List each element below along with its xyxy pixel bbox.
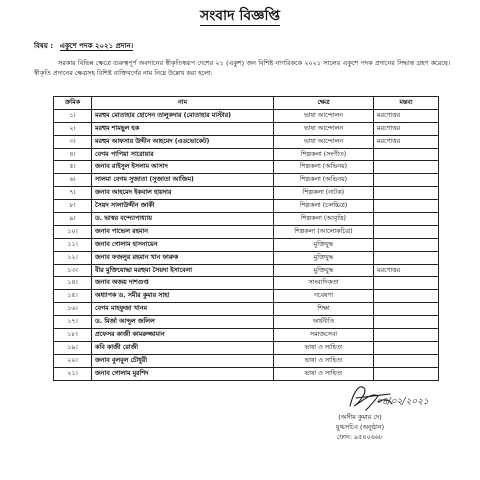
table-row [54, 109, 439, 122]
name-cell: জনাব পাভেল রহমান [92, 225, 274, 238]
serial-cell: ১৯। [54, 341, 92, 354]
remark-cell [374, 161, 439, 174]
remark-cell [374, 200, 439, 213]
table-row [54, 367, 439, 380]
header-serial: ক্রমিক [54, 97, 92, 110]
field-cell: শিল্পকলা (চলচ্চিত্র) [274, 200, 374, 213]
table-body [54, 109, 439, 380]
table-row [54, 174, 439, 187]
remark-cell [374, 174, 439, 187]
field-cell: শিক্ষা [274, 303, 374, 316]
serial-cell: ১৫। [54, 290, 92, 303]
remark-cell [374, 238, 439, 251]
name-cell: কবি কাজী রোজী [92, 341, 274, 354]
field-cell: শিল্পকলা (আলোকচিত্র) [274, 225, 374, 238]
signatory-designation: যুগ্মসচিব (অনুষ্ঠান) [335, 423, 385, 431]
header-remark: মন্তব্য [374, 97, 439, 110]
name-cell: মরহুম মোতাহার হোসেন তালুকদার (মোতাহার মাস্টার) [92, 109, 274, 122]
table-row [54, 225, 439, 238]
table-row [54, 316, 439, 329]
name-cell: জনাব ফজলুর রহমান খান ফারুক [92, 251, 274, 264]
document-title [0, 4, 480, 28]
remark-cell [374, 329, 439, 342]
field-cell: মুক্তিযুদ্ধ [274, 251, 374, 264]
table-row [54, 290, 439, 303]
serial-cell: ৩। [54, 135, 92, 148]
remark-cell [374, 148, 439, 161]
serial-cell: ১২। [54, 251, 92, 264]
serial-cell: ১৮। [54, 329, 92, 342]
table-row [54, 277, 439, 290]
remark-cell [374, 354, 439, 367]
remark-cell [374, 290, 439, 303]
serial-cell: ৬। [54, 174, 92, 187]
header-field: ক্ষেত্র [274, 97, 374, 110]
field-cell: ভাষা ও সাহিত্য [274, 367, 374, 380]
remark-cell: মরণোত্তর [374, 122, 439, 135]
remark-cell [374, 303, 439, 316]
field-cell: ভাষা ও সাহিত্য [274, 354, 374, 367]
field-cell: শিল্পকলা (সংগীত) [274, 148, 374, 161]
serial-cell: ২১। [54, 367, 92, 380]
table-row [54, 122, 439, 135]
serial-cell: ৯। [54, 213, 92, 226]
serial-cell: ১৪। [54, 277, 92, 290]
table-row [54, 303, 439, 316]
signatory-name: (অসীম কুমার দে) [338, 413, 382, 421]
table-row [54, 187, 439, 200]
remark-cell [374, 277, 439, 290]
name-cell: ড. মির্জা আব্দুল জলিল [92, 316, 274, 329]
serial-cell: ৮। [54, 200, 92, 213]
name-cell: বীর মুক্তিযোদ্ধা মরহুমা সৈয়দা ইসাবেলা [92, 264, 274, 277]
field-cell: ভাষা আন্দোলন [274, 135, 374, 148]
serial-cell: ৭। [54, 187, 92, 200]
table-row [54, 200, 439, 213]
field-cell: মুক্তিযুদ্ধ [274, 264, 374, 277]
name-cell: মরহুম আফসার উদ্দীন আহমেদ (এডভোকেট) [92, 135, 274, 148]
subject-value: একুশে পদক ২০২১ প্রদান। [59, 42, 134, 50]
remark-cell [374, 341, 439, 354]
serial-cell: ১৭। [54, 316, 92, 329]
name-cell: ড. ভাস্বর বন্দ্যোপাধ্যায় [92, 213, 274, 226]
header-name: নাম [92, 97, 274, 110]
table-row [54, 135, 439, 148]
serial-cell: ১। [54, 109, 92, 122]
subject-line [34, 40, 133, 52]
serial-cell: ১৬। [54, 303, 92, 316]
remark-cell: মরণোত্তর [374, 135, 439, 148]
field-cell: শিল্পকলা (অভিনয়) [274, 161, 374, 174]
field-cell: ভাষা আন্দোলন [274, 122, 374, 135]
table-row [54, 213, 439, 226]
serial-cell: ১৩। [54, 264, 92, 277]
signatory-phone: ফোন: ৯৫৪০৬৬৮ [336, 433, 384, 441]
field-cell: সাংবাদিকতা [274, 277, 374, 290]
field-cell: সমাজসেবা [274, 329, 374, 342]
name-cell: জনাব গোলাম মুরশিদ [92, 367, 274, 380]
name-cell: জনাব আহমেদ ইকবাল হায়দার [92, 187, 274, 200]
name-cell: অধ্যাপক ড. সমীর কুমার সাহা [92, 290, 274, 303]
table-row [54, 329, 439, 342]
signatory-block [300, 412, 420, 442]
serial-cell: ৫। [54, 161, 92, 174]
field-cell: ভাষা আন্দোলন [274, 109, 374, 122]
field-cell: মুক্তিযুদ্ধ [274, 238, 374, 251]
serial-cell: ১০। [54, 225, 92, 238]
remark-cell [374, 187, 439, 200]
table-row [54, 354, 439, 367]
name-cell: সৈয়দ সালাউদ্দীন জাকী [92, 200, 274, 213]
field-cell: অর্থনীতি [274, 316, 374, 329]
name-cell: জনাব রাইসুল ইসলাম আসাদ [92, 161, 274, 174]
name-cell: সালমা বেগম সুজাতা (সুজাতা আজিম) [92, 174, 274, 187]
table-row [54, 161, 439, 174]
remark-cell [374, 213, 439, 226]
name-cell: প্রফেসর কাজী কামরুজ্জামান [92, 329, 274, 342]
table-row [54, 148, 439, 161]
remark-cell [374, 316, 439, 329]
name-cell: বেগম মাহফুজা খানম [92, 303, 274, 316]
name-cell: জনাব অজয় দাশগুপ্ত [92, 277, 274, 290]
name-cell: মরহুম শামছুল হক [92, 122, 274, 135]
name-cell: জনাব বুলবুল চৌধুরী [92, 354, 274, 367]
field-cell: শিল্পকলা (আবৃত্তি) [274, 213, 374, 226]
field-cell: ভাষা ও সাহিত্য [274, 341, 374, 354]
table-row [54, 264, 439, 277]
awardees-table [53, 96, 439, 381]
remark-cell [374, 251, 439, 264]
table-row [54, 251, 439, 264]
remark-cell: মরণোত্তর [374, 264, 439, 277]
remark-cell [374, 225, 439, 238]
subject-label: বিষয় : [34, 42, 54, 50]
table-row [54, 238, 439, 251]
field-cell: শিল্পকলা (নাটক) [274, 187, 374, 200]
name-cell: জনাব গোলাম হাসনায়েন [92, 238, 274, 251]
remark-cell: মরণোত্তর [374, 109, 439, 122]
title-text: সংবাদ বিজ্ঞপ্তি [199, 8, 281, 24]
serial-cell: ৪। [54, 148, 92, 161]
table-header-row [54, 97, 439, 110]
serial-cell: ২০। [54, 354, 92, 367]
serial-cell: ২। [54, 122, 92, 135]
field-cell: গবেষণা [274, 290, 374, 303]
serial-cell: ১১। [54, 238, 92, 251]
table-row [54, 341, 439, 354]
name-cell: বেগম পাপিয়া সারোয়ার [92, 148, 274, 161]
signature-date: ০৪/০২/২০২১ [376, 397, 429, 407]
field-cell: শিল্পকলা (অভিনয়) [274, 174, 374, 187]
remark-cell [374, 367, 439, 380]
body-paragraph: সরকার বিভিন্ন ক্ষেত্রে গুরুত্বপূর্ণ অবদানের স্বীকৃতিস্বরূপ দেশের ২১ (একুশ) জন বিশিষ্ট নাগরিককে ২০২১ সালের একুশে পদক প্রদানের সিদ্ধান্ত গ্রহণ করেছে। স্বীকৃতি প্রদানের ক্ষেত্রসহ বিশিষ্ট ব্যক্তিবর্গের নাম নিম্নে উল্লেখ করা হলো: [34, 59, 450, 77]
